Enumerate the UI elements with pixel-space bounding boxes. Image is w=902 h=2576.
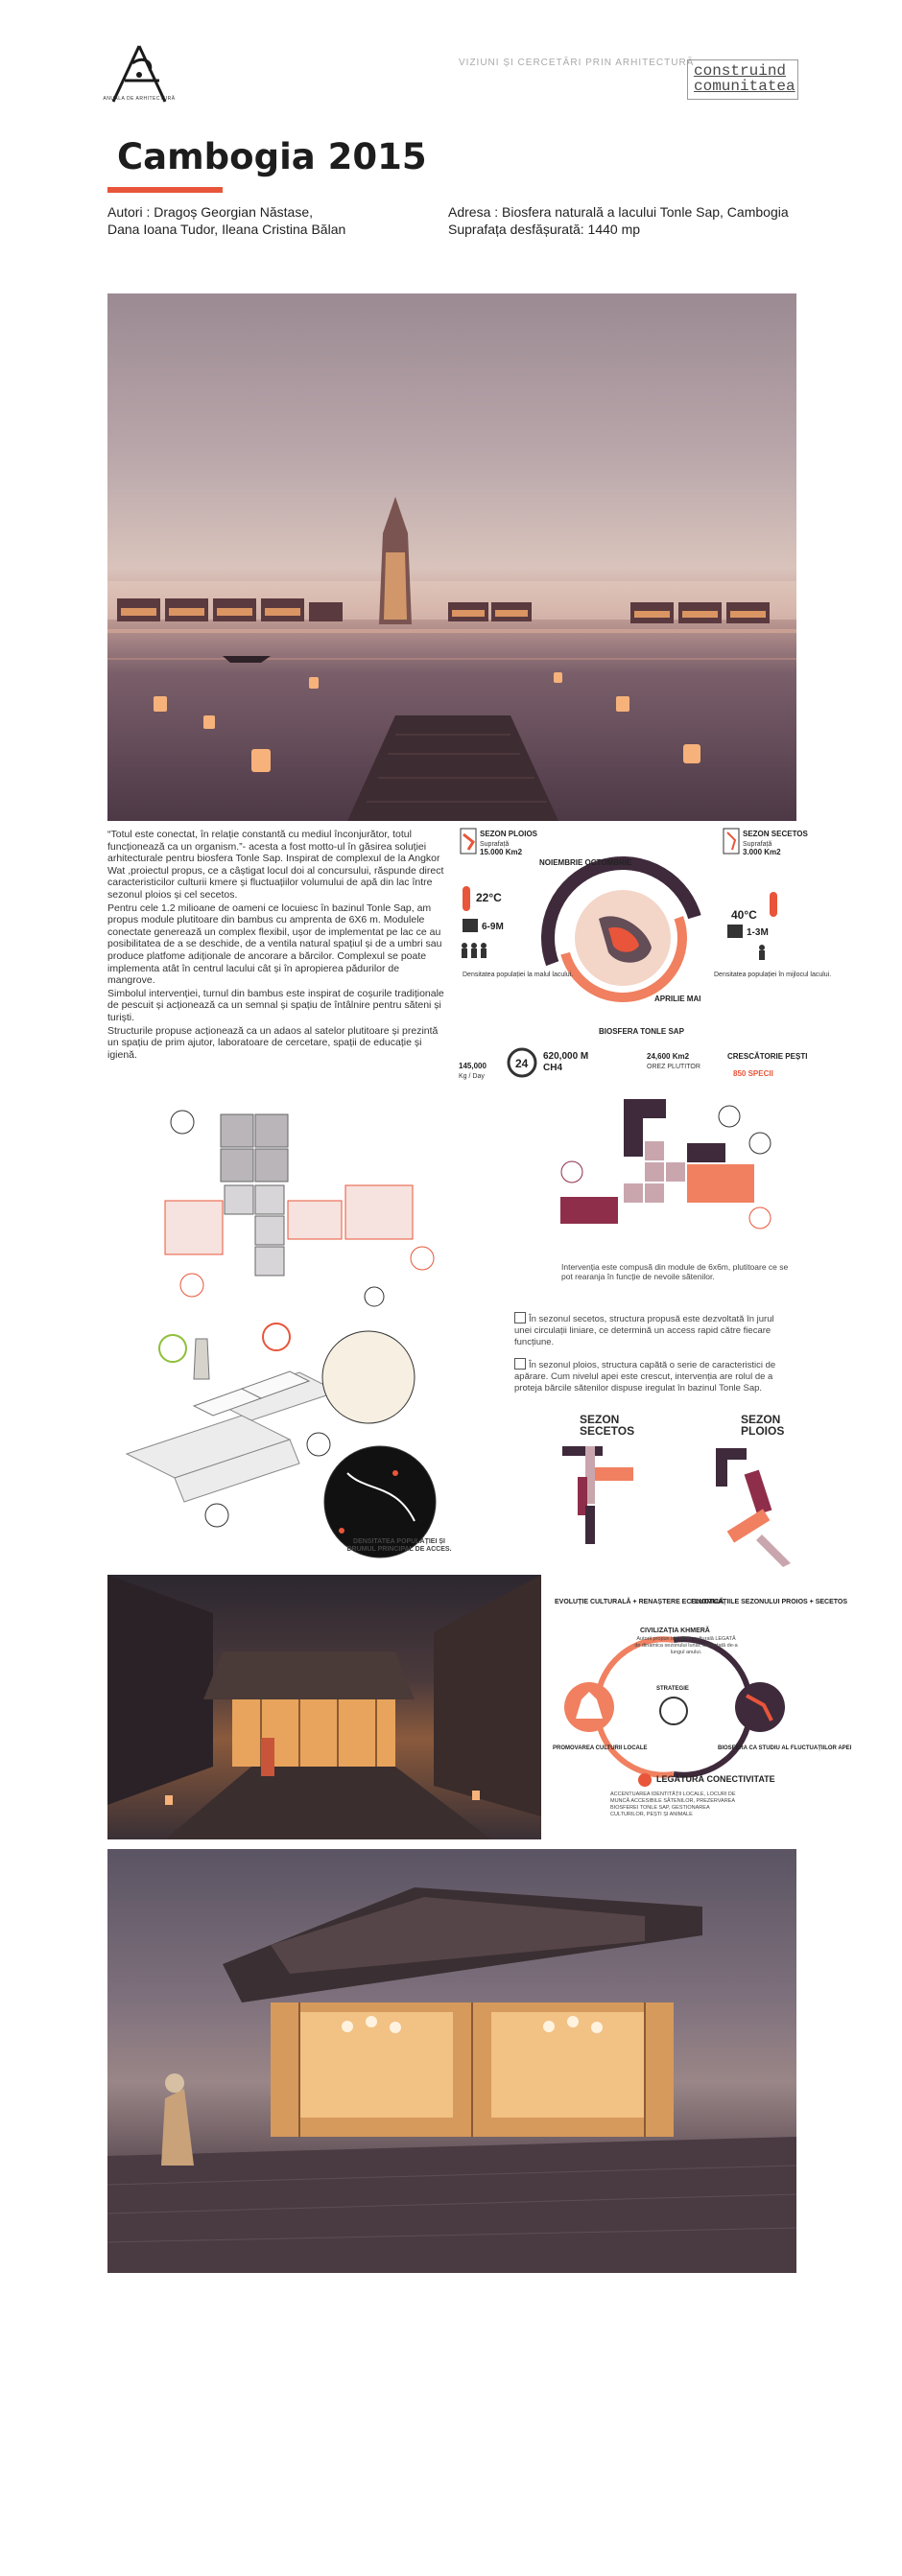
rainy-season-label — [741, 1414, 784, 1437]
plan-diagram-colored — [553, 1084, 802, 1256]
brand-line-1: construind — [694, 62, 787, 80]
temp-dry: 40°C — [731, 908, 757, 922]
rice-value: 24,600 Km2 — [647, 1052, 690, 1061]
module-icon — [307, 1433, 330, 1456]
dry-map-icon — [514, 1312, 526, 1323]
description-paragraph: Simbolul intervenției, turnul din bambus este inspirat de coșurile tradiționale de pescuit și acționează ca un semnal și spațiu de întâlnire pentru săteni și turiști. — [107, 987, 444, 1023]
render-covered-walkway — [107, 1575, 541, 1839]
module-icon — [159, 1335, 186, 1362]
rainy-season-label-line2: PLOIOS — [741, 1424, 785, 1438]
authors-block — [107, 203, 345, 238]
tagline: VIZIUNI ȘI CERCETĂRI PRIN ARHITECTURĂ — [459, 58, 695, 68]
module-icon — [263, 1323, 290, 1350]
season-note-rainy — [514, 1358, 793, 1394]
brand-mark — [687, 59, 798, 100]
fish-label: CRESCĂTORIE PEȘTI — [727, 1052, 808, 1061]
lake-map-icon — [735, 1682, 785, 1732]
module-icon — [411, 1247, 434, 1270]
biosphere-label: BIOSFERA TONLE SAP — [599, 1027, 684, 1036]
location-pin-icon — [638, 1773, 652, 1787]
dry-area: 3.000 Km2 — [743, 848, 781, 856]
rainy-area: 15.000 Km2 — [480, 848, 523, 856]
render-bamboo-pavilion — [107, 1849, 796, 2273]
rainy-season-plan — [708, 1439, 804, 1569]
thermometer-icon — [770, 892, 777, 917]
title-underline — [107, 187, 223, 193]
thermometer-icon — [463, 886, 470, 911]
calendar-icon — [727, 925, 743, 938]
kg-value: 145,000 — [459, 1062, 487, 1070]
description-paragraph: Structurile propuse acționează ca un adaos al satelor plutitoare și prezintă un spațiu de prim ajutor, laboratoare de cercetare, spații de educație și igienă. — [107, 1024, 439, 1061]
authors-line-1: Autori : Dragoș Georgian Năstase, — [107, 204, 313, 220]
module-icon — [180, 1274, 203, 1297]
module-icon — [365, 1287, 384, 1306]
season-note-rainy-text: În sezonul ploios, structura capătă o serie de caracteristici de apărare. Cum nivelul apei este crescut, intervenția are rolul de a proteja bărcile sătenilor dispuse iregulat în bazinul Tonle Sap. — [514, 1360, 776, 1393]
promote-label: PROMOVAREA CULTURII LOCALE — [553, 1745, 648, 1751]
strategy-label: STRATEGIE — [656, 1686, 689, 1692]
module-icon — [171, 1111, 194, 1134]
dry-season-label — [580, 1414, 634, 1437]
dry-season-label-line1: SEZON — [580, 1413, 620, 1426]
season-note-dry — [514, 1312, 793, 1348]
description-paragraph: “Totul este conectat, în relație constantă cu mediul înconjurător, totul funcționează ca un organism.”- acesta a fost motto-ul în găsirea soluției arhitecturale pentru biosfera Tonle Sap. Inspirat de complexul de la Angkor Wat ,proiectul propus, ce a câștigat locul doi al concursului, răspunde direct caracteristicilor culturii kmere și fluctuațiilor volumului de apă din lac între sezonul ploios și cel secetos. — [107, 829, 444, 901]
description-paragraph: Pentru cele 1.2 milioane de oameni ce locuiesc în bazinul Tonle Sap, am propus module plutitoare din bambus cu amprenta de 6X6 m. Modulele conectate generează un complex flexibil, ușor de implementat pe lac ce au posibilitatea de a se deschide, de a ventila natural spațiul și de a umbri sau produce platfome adiționale de ancorare a bărcilor. Complexul se poate implementa atât în centrul lacului cât și în apropierea pădurilor de mangrove. — [107, 902, 442, 987]
concept-right-top: FLUCTUAȚIILE SEZONULUI PROIOS + SECETOS — [691, 1599, 848, 1605]
concept-left-top: EVOLUȚIE CULTURALĂ + RENAȘTERE ECONOMICĂ — [555, 1599, 724, 1605]
strategy-icon — [660, 1698, 687, 1724]
study-label: BIOSFERA CA STUDIU AL FLUCTUAȚIILOR APEI — [718, 1745, 852, 1751]
module-icon — [561, 1161, 582, 1183]
rainy-sub: Suprafață — [480, 841, 510, 848]
months-top: NOIEMBRIE OCTOMBRIE — [539, 858, 632, 867]
calendar-icon — [463, 919, 478, 932]
people-icon — [759, 945, 765, 960]
built-area: Suprafața desfășurată: 1440 mp — [448, 222, 641, 237]
khmer-text: Autorii propun identitate culturală LEGATĂ de dinamica sezonului lunar, conectată de-a lungul anului. — [634, 1636, 738, 1655]
dry-title: SEZON SECETOS — [743, 830, 808, 838]
module-icon — [749, 1133, 771, 1154]
plan-diagram-modules — [154, 1086, 451, 1306]
density-shore: Densitatea populației la malul lacului. — [463, 972, 574, 978]
khmer-title: CIVILIZAȚIA KHMERĂ — [640, 1628, 710, 1634]
rainy-title: SEZON PLOIOS — [480, 830, 538, 838]
dry-season-label-line2: SECETOS — [580, 1424, 635, 1438]
dry-sub: Suprafață — [743, 841, 772, 848]
project-description — [107, 829, 447, 1062]
rice-label: OREZ PLUTITOR — [647, 1064, 700, 1070]
months-dry: 1-3M — [747, 927, 769, 938]
exploded-module-circle — [322, 1331, 415, 1423]
logo-caption: ANUALA DE ARHITECTURĂ — [103, 96, 176, 102]
kg-unit: Kg / Day — [459, 1073, 485, 1080]
axo-caption: DENSITATEA POPULAȚIEI ȘI DRUMUL PRINCIPAL DE ACCES. — [346, 1538, 452, 1553]
people-icon — [462, 943, 487, 958]
temp-rainy: 22°C — [476, 891, 502, 904]
axonometric-diagram — [107, 1310, 472, 1561]
ch4-unit: CH4 — [543, 1063, 563, 1073]
seasons-infographic — [455, 823, 832, 1086]
module-caption: Intervenția este compusă din module de 6x6m, plutitoare ce se pot rearanja în funcție de nevoile sătenilor. — [561, 1262, 789, 1281]
dry-map-icon — [724, 829, 739, 854]
season-note-dry-text: În sezonul secetos, structura propusă este dezvoltată în jurul unei circulații liniare, ce determină un access rapid către fiecare funcțiune. — [514, 1314, 774, 1347]
months-bottom: APRILIE MAI — [654, 995, 701, 1003]
authors-line-2: Dana Ioana Tudor, Ileana Cristina Bălan — [107, 222, 346, 237]
fish-species: 850 SPECII — [733, 1069, 773, 1078]
module-icon — [719, 1106, 740, 1127]
ch4-value: 620,000 M — [543, 1051, 589, 1062]
hours-value: 24 — [515, 1057, 529, 1070]
density-middle: Densitatea populației în mijlocul lacului. — [714, 972, 832, 978]
connectivity-title: LEGĂTURĂ CONECTIVITATE — [656, 1774, 775, 1784]
brand-line-2: comunitatea — [694, 78, 795, 95]
months-rainy: 6-9M — [482, 922, 504, 932]
module-icon — [205, 1504, 228, 1527]
address: Adresa : Biosfera naturală a lacului Tonle Sap, Cambogia — [448, 204, 789, 220]
rainy-season-label-line1: SEZON — [741, 1413, 781, 1426]
hero-render-lake-tower — [107, 293, 796, 821]
rainy-map-icon — [514, 1358, 526, 1370]
page-title: Cambogia 2015 — [117, 136, 427, 177]
connectivity-text: ACCENTUAREA IDENTITĂȚII LOCALE, LOCURI DE MUNCĂ ACCESIBILE SĂTENILOR, PREZERVAREA BIOSFEREI TONLE SAP, GESTIONAREA CULTURILOR, PEȘTI ȘI ANIMALE — [610, 1791, 736, 1817]
dry-season-plan — [557, 1439, 662, 1554]
module-icon — [749, 1207, 771, 1229]
address-block — [448, 203, 789, 238]
